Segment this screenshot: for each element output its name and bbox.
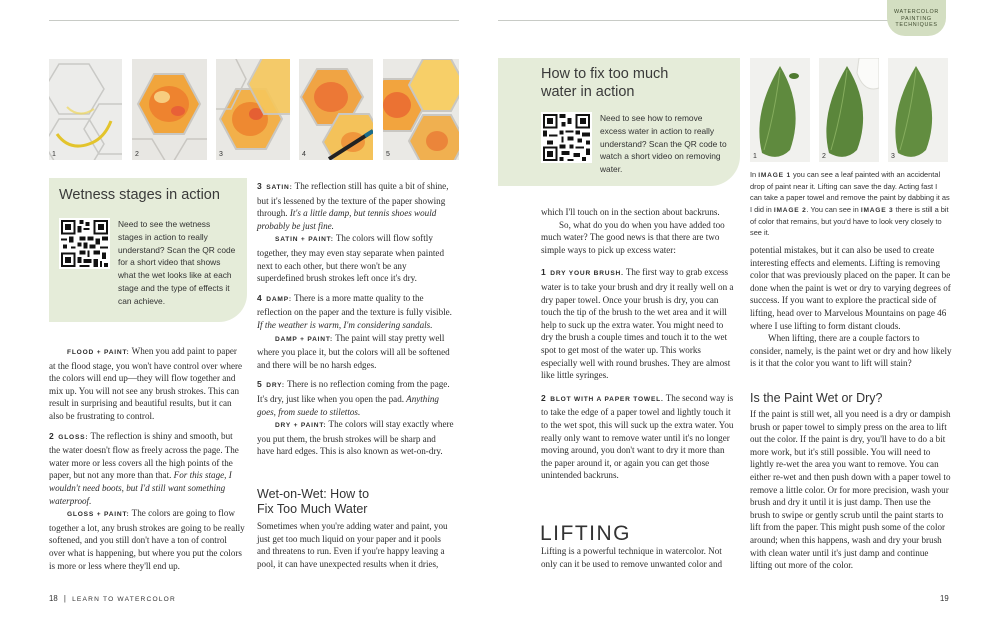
hexagon-painting-4 (299, 59, 373, 160)
wetness-photo-3: 3 (216, 59, 290, 160)
leaf-caption: In IMAGE 1 you can see a leaf painted with an accidental drop of paint near it. Lifting can save the day. Acting fast I can take a paper towel and remove the paint by dabbing it as I did in IMAGE 2. You can see in IMAGE 3 there is still a bit of color that remains, but you'd have to look very closely to see it. (750, 170, 950, 238)
wetness-photo-4: 4 (299, 59, 373, 160)
left-footer: 18 | LEARN TO WATERCOLOR (49, 594, 176, 603)
page-number-right: 19 (940, 594, 949, 603)
section-tab: WATERCOLOR PAINTING TECHNIQUES (887, 0, 946, 36)
hexagon-painting-5 (383, 59, 459, 160)
leaf-photo-1: 1 (750, 58, 810, 162)
paint-wet-or-dry-heading: Is the Paint Wet or Dry? (750, 391, 883, 405)
wetness-box-title: Wetness stages in action (59, 187, 220, 203)
leaf-photo-2: 2 (819, 58, 879, 162)
top-rule-right (498, 20, 890, 21)
hexagon-painting-3 (216, 59, 290, 160)
damp-paragraph: 4 DAMP: There is a more matte quality to the reflection on the paper and the texture is fully visible. If the weather is warm, I'm considering sandals. (257, 292, 452, 330)
page-number-left: 18 (49, 594, 58, 603)
paint-wet-or-dry-text: If the paint is still wet, all you need is a dry or dampish brush or paper towel to simply press on the area to lift out the color. If the paint is dry, you'll have to do a bit more work, but it's still possible. You will need to lightly re-wet the area you want to remove. You can either re-wet and then push down with a paper towel to remove a little color. Or for more precision, wash your brush and dry it until it is just damp. Then use the brush to swipe or gently scrub until the paint starts to lift from the paper. This might push some of the color around; when this happens, wash and dry your brush with clean water until it's just damp and continue lifting out more of the color. (750, 409, 951, 571)
wetness-photo-2: 2 (132, 59, 207, 160)
fix-water-box-title: How to fix too much water in action (541, 66, 669, 100)
wetness-box-text: Need to see the wetness stages in action to really understand? Scan the QR code for a short video that shows what the wet looks like at each stage and the type of effects it can achieve. (118, 219, 236, 306)
dry-paragraph: 5 DRY: There is no reflection coming from the page. It's dry, just like when you open the pad. Anything goes, from suede to stilettos. (257, 379, 450, 417)
left-column-2 (257, 180, 455, 458)
qr-code-wetness[interactable] (59, 218, 110, 269)
wetness-photo-1: 1 (49, 59, 122, 160)
hexagon-painting-1 (49, 59, 122, 160)
blot-step: 2 BLOT WITH A PAPER TOWEL. The second way is to take the edge of a paper towel and lightly touch it to the wet spot, this will suck up the extra water. You really only want to remove water until it's no longer moving around, you don't want to dry it more than the paper around it, or again you can get those unintended backruns. (541, 392, 734, 481)
gloss-paragraph: 2 GLOSS: The reflection is shiny and smooth, but the water doesn't flow as freely across the page. The water more or less covers all the high points of the paper, but not any more than that. For this stage, I wouldn't need boots, but I'd still want something waterproof. (49, 430, 239, 506)
right-column-2: potential mistakes, but it can also be used to create interesting effects and elements. Lifting is removing color that was previously placed on the paper. It can be done when the paint is wet or dry to varying degrees of success. If you want to explore the practical side of lifting, head over to Marvelous Mountains on page 46 where I use lifting to form distant clouds. When lifting, there are a couple factors to consider, namely, is the paint wet or dry and how likely is it that the color you want to lift will stain? (750, 245, 952, 369)
lifting-heading: LIFTING (540, 522, 632, 545)
wetness-info-box (49, 178, 247, 322)
fix-water-box-text: Need to see how to remove excess water in action to really understand? Scan the QR code to watch a short video on removing water. (600, 113, 727, 175)
leaf-painting-1 (750, 58, 810, 162)
leaf-painting-3 (888, 58, 948, 162)
dry-brush-step: 1 DRY YOUR BRUSH. The first way to grab excess water is to take your brush and dry it really well on a dry paper towel. Once your brush is dry, you can touch the tip of the brush to the wet area and it will help to suck up the extra water. You might need to dry the brush a couple times and touch it to the wet spot to get most of the water up. This works especially well with round brushes. They are almost like little syringes. (541, 267, 734, 381)
damp-paint-paragraph: DAMP + PAINT: The paint will stay pretty well where you place it, but the colors will all be softened and there will be no harsh edges. (257, 332, 450, 370)
left-column-1 (49, 345, 245, 572)
satin-paint-paragraph: SATIN + PAINT: The colors will flow softly together, they may even stay separate when painted next to each other, but there won't be any superdefined brush strokes left once it's dry. (257, 233, 444, 284)
leaf-photo-3: 3 (888, 58, 948, 162)
top-rule-left (49, 20, 459, 21)
hexagon-painting-2 (132, 59, 207, 160)
qr-code-fix-water[interactable] (541, 112, 592, 163)
flood-paragraph: FLOOD + PAINT: When you add paint to paper at the flood stage, you won't have control over where the colors will end up—they will flow together and mix up. You will not see any brush strokes. This can result in surprising and beautiful results, but it can also be frustrating to control. (49, 346, 243, 421)
wet-on-wet-text: Sometimes when you're adding water and paint, you just get too much liquid on your paper and it pools and threatens to run. Even if you're happy leaving a pool, it can have unexpected results when it dries, (257, 521, 448, 569)
wet-on-wet-heading: Wet-on-Wet: How to Fix Too Much Water (257, 487, 370, 516)
satin-paragraph: 3 SATIN: The reflection still has quite a bit of shine, but it's lessened by the texture of the paper showing through. It's a little damp, but tennis shoes would probably be just fine. (257, 181, 449, 231)
gloss-paint-paragraph: GLOSS + PAINT: The colors are going to flow together a lot, any brush strokes are going to be really softened, and you still don't have a ton of control over what is happening, but where you put the colors is more or less where they'll end up. (49, 508, 245, 571)
fix-water-info-box (498, 58, 740, 186)
lifting-intro: Lifting is a powerful technique in watercolor. Not only can it be used to remove unwanted color and (541, 546, 723, 569)
right-column-1: which I'll touch on in the section about backruns. So, what do you do when you have added too much water? The good news is that there are two simple ways to pick up excess water: 1 DRY YOUR BRUSH. The first way to grab excess water is to take your brush and dry it really well on a dry paper towel. Once your brush is dry, you can touch the tip of the brush to the wet area and it will help to suck up the extra water. You might need to dry the brush a couple times and touch it to the wet spot to get most of the water up. This works especially well with round brushes. They are almost like little syringes. 2 BLOT WITH A PAPER TOWEL. The second way is to take the edge of a paper towel and lightly touch it to the wet spot, this will suck up the extra water. You really only want to remove water until it's no longer moving around, you don't want to dry it more than the paper around it, or again you can get those unintended backruns. (541, 206, 737, 482)
book-title: LEARN TO WATERCOLOR (72, 596, 176, 603)
wetness-photo-5: 5 (383, 59, 459, 160)
dry-paint-paragraph: DRY + PAINT: The colors will stay exactly where you put them, the brush strokes will be sharp and have hard edges. This is also known as wet-on-dry. (257, 419, 454, 457)
leaf-painting-2 (819, 58, 879, 162)
